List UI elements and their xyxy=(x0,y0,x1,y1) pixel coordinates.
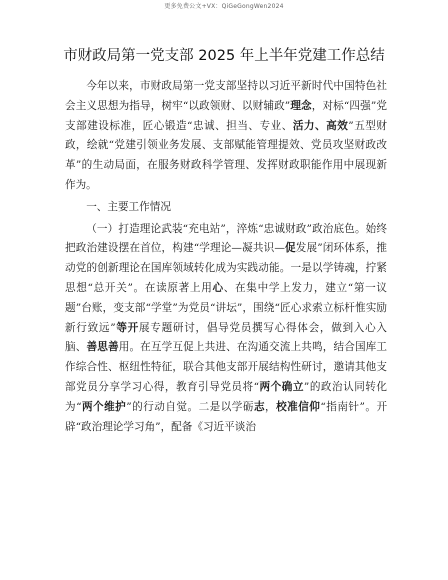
text-run: 校准信仰 xyxy=(276,400,321,413)
text-run: 用。在互学互促上共进、在沟通交流上共鸣，结合国库工作综合性、枢纽性特征，联合其他支部开展结构性研讨，邀请其他支部党员分享学习心得，教育引导党员将“ xyxy=(65,341,388,393)
section-heading: 一、主要工作情况 xyxy=(86,200,171,213)
subsection-paragraph xyxy=(65,220,387,438)
document-body xyxy=(65,77,387,437)
text-run: 展专题研讨，倡导党员撰写心得体会，做到入心入脑、 xyxy=(65,321,388,354)
text-run: 心 xyxy=(212,281,224,294)
text-run: 活力、高效 xyxy=(292,119,349,132)
text-run: 两个维护 xyxy=(81,400,127,413)
text-run: 两个确立 xyxy=(259,380,304,393)
document-title: 市财政局第一党支部 2025 年上半年党建工作总结 xyxy=(63,47,385,64)
text-run: 理念 xyxy=(290,99,312,112)
text-run: 善思善 xyxy=(86,341,119,354)
text-run: 发展”闭环体系，推动党的创新理论在国库领域转化成为实践动能。一是以学铸魂，拧紧思想“总开关”。在读原著上用 xyxy=(65,242,387,294)
text-run: ”的政治认同转化为“ xyxy=(65,380,388,413)
text-run: “指南针”。开辟“政治理论学习角”，配备《习近平谈治 xyxy=(65,400,388,433)
text-run: 今年以来，市财政局第一党支部坚持以习近平新时代中国特色社会主义思想为指导，树牢“以政领财、以财辅政” xyxy=(65,80,387,112)
watermark: 更多免费公文+VX：QiGeGongWen2024 xyxy=(164,3,284,10)
text-run: ”的行动自觉。二是以学砺 xyxy=(126,400,254,413)
text-run: 促 xyxy=(284,242,296,255)
text-run: ，对标“四强”党支部建设标准，匠心锻造“忠诚、担当、专业、 xyxy=(65,99,387,132)
intro-paragraph xyxy=(65,77,387,196)
text-run: 等开 xyxy=(115,321,139,334)
text-run: 、在集中学上发力，建立“第一议题”台账，变支部“学堂”为党员“讲坛”，围绕“匠心求索立标杆惟实励新行致远” xyxy=(65,281,387,334)
text-run: （一）打造理论武装“充电站”，淬炼“忠诚财政”政治底色。始终把政治建设摆在首位，构建“学理论—凝共识— xyxy=(65,222,387,255)
text-run: ”五型财政，绘就“党建引领业务发展、支部赋能管理提效、党员攻坚财政改革”的生动局面，在服务财政科学管理、发挥财政职能作用中展现新作为。 xyxy=(65,119,387,191)
text-run: ， xyxy=(265,400,277,413)
text-run: 志 xyxy=(253,400,266,413)
